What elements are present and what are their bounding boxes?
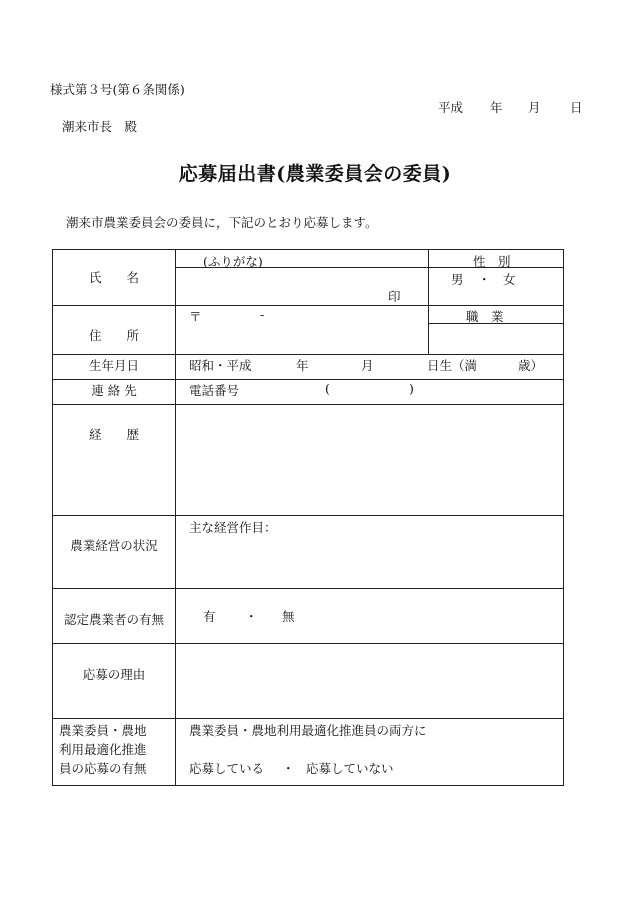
birth-era: 昭和・平成 <box>189 358 252 373</box>
birth-age-unit: 歳） <box>518 358 544 373</box>
page-title: 応募届出書(農業委員会の委員) <box>178 163 452 185</box>
occupation-label: 職 業 <box>466 309 504 324</box>
gender-female[interactable]: 女 <box>503 272 516 287</box>
name-label: 氏 名 <box>88 270 139 285</box>
certified-no[interactable]: 無 <box>282 609 295 624</box>
date-day: 日 <box>570 100 583 115</box>
postal-dash: - <box>260 307 265 322</box>
address-label: 住 所 <box>88 328 139 343</box>
main-crops-label: 主な経営作目： <box>189 520 277 535</box>
postal-mark: 〒 <box>189 309 202 324</box>
career-label: 経 歴 <box>88 427 139 442</box>
certified-separator: ・ <box>245 609 258 624</box>
furigana-label: (ふりがな) <box>203 254 263 269</box>
date-month: 月 <box>528 100 541 115</box>
certified-farmer-label: 認定農業者の有無 <box>63 612 164 627</box>
dual-label-line3: 員の応募の有無 <box>59 761 147 776</box>
reason-label: 応募の理由 <box>82 667 146 682</box>
date-era: 平成 <box>438 100 464 115</box>
form-number: 様式第３号(第６条関係) <box>50 82 185 97</box>
dual-question: 農業委員・農地利用最適化推進員の両方に <box>189 723 427 738</box>
birth-month: 月 <box>361 358 374 373</box>
dual-no[interactable]: 応募していない <box>306 761 394 776</box>
phone-paren-close: ) <box>409 381 414 396</box>
dual-label-line2: 利用最適化推進 <box>59 742 147 757</box>
addressee: 潮来市長 殿 <box>62 119 138 134</box>
certified-yes[interactable]: 有 <box>203 609 216 624</box>
dual-label-line1: 農業委員・農地 <box>59 723 147 738</box>
birth-year: 年 <box>296 358 309 373</box>
gender-male[interactable]: 男 <box>451 272 464 287</box>
intro-text: 潮来市農業委員会の委員に，下記のとおり応募します。 <box>66 215 378 230</box>
gender-separator: ・ <box>478 272 491 287</box>
gender-label: 性 別 <box>473 254 511 269</box>
dual-yes[interactable]: 応募している <box>189 761 265 776</box>
seal-mark: 印 <box>388 289 401 304</box>
phone-label: 電話番号 <box>189 383 240 398</box>
farming-status-label: 農業経営の状況 <box>70 538 158 553</box>
dual-separator: ・ <box>282 761 295 776</box>
application-table <box>52 249 564 786</box>
birth-day-age: 日生（満 <box>427 358 478 373</box>
date-year: 年 <box>490 100 503 115</box>
birthdate-label: 生年月日 <box>88 358 139 373</box>
phone-paren-open: ( <box>325 381 330 396</box>
contact-label: 連 絡 先 <box>91 383 137 398</box>
